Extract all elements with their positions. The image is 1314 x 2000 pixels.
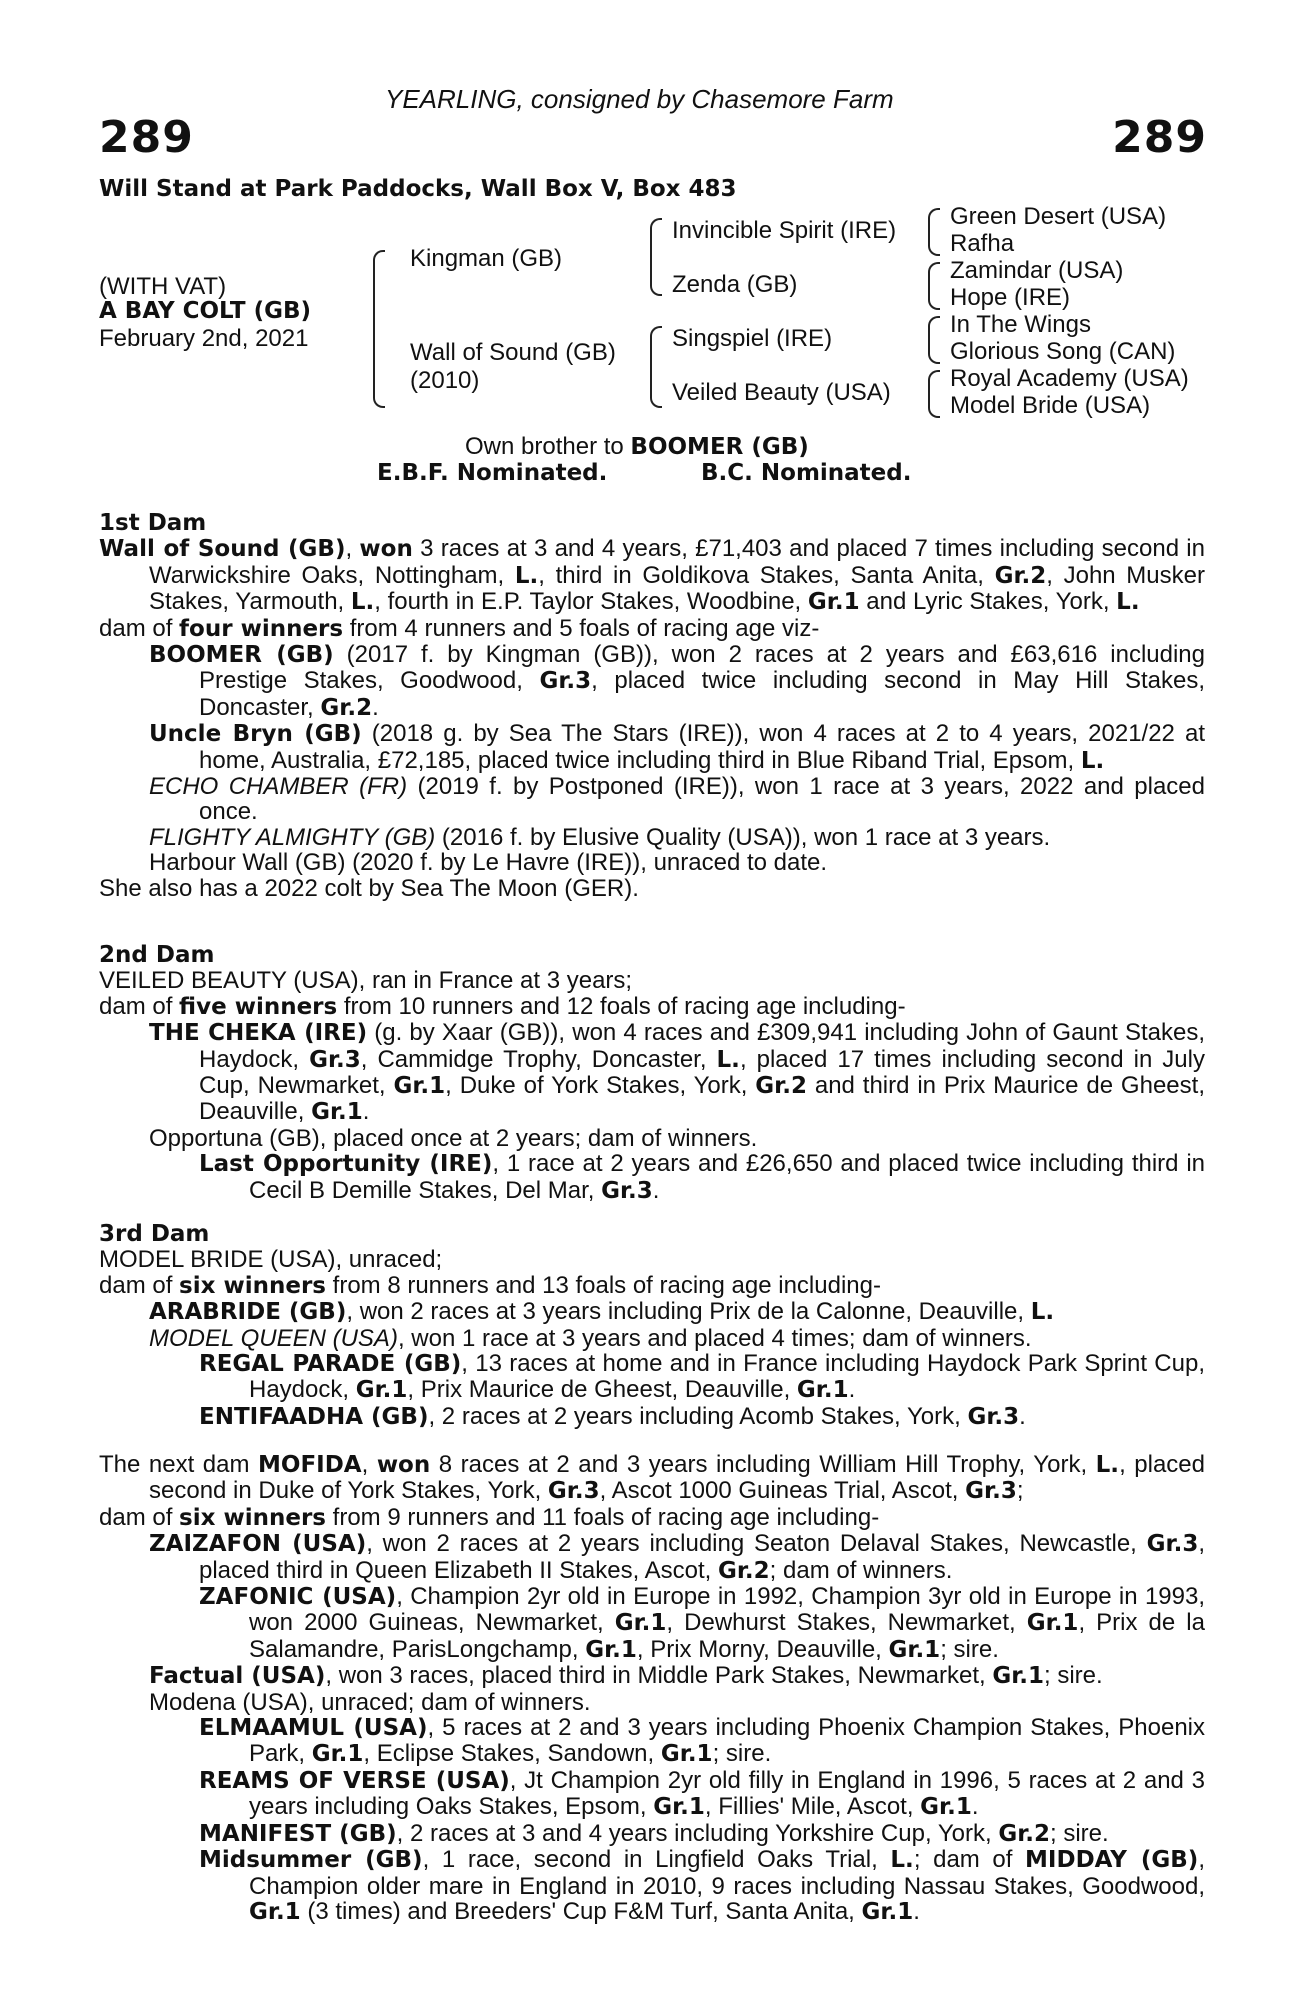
pedigree-brace-sire	[650, 218, 662, 296]
first-dam-name: Wall of Sound (GB)	[99, 536, 346, 563]
produce-model-queen: MODEL QUEEN (USA), won 1 race at 3 years and placed 4 times; dam of winners.	[149, 1324, 1032, 1352]
produce-regal-parade: REGAL PARADE (GB), 13 races at home and in France including Haydock Park Sprint Cup, Haydock, Gr.1, Prix Maurice de Gheest, Deauville, Gr.1.	[199, 1350, 1205, 1404]
pedigree-sire-sire: Invincible Spirit (IRE)	[672, 217, 897, 244]
pedigree-ssd: Rafha	[950, 230, 1015, 257]
produce-boomer: BOOMER (GB) (2017 f. by Kingman (GB)), won 2 races at 2 years and £63,616 including Prestige Stakes, Goodwood, Gr.3, placed twice including second in May Hill Stakes, Doncaster, Gr.2.	[149, 641, 1205, 721]
produce-midsummer: Midsummer (GB), 1 race, second in Lingfield Oaks Trial, L.; dam of MIDDAY (GB), Champion older mare in England in 2010, 9 races including Nassau Stakes, Goodwood, Gr.1 (3 times) and Breeders' Cup F&M Turf, Santa Anita, Gr.1.	[199, 1846, 1205, 1925]
produce-factual: Factual (USA), won 3 races, placed third in Middle Park Stakes, Newmarket, Gr.1; sire.	[149, 1662, 1103, 1690]
pedigree-dam-sire: Singspiel (IRE)	[672, 325, 833, 352]
pedigree-dss: In The Wings	[950, 311, 1091, 338]
pedigree-brace-3c	[928, 316, 940, 364]
next-dam-produce-summary: dam of six winners from 9 runners and 11 foals of racing age including-	[99, 1503, 880, 1531]
produce-reams-of-verse: REAMS OF VERSE (USA), Jt Champion 2yr old filly in England in 1996, 5 races at 2 and 3 years including Oaks Stakes, Epsom, Gr.1, Fillies' Mile, Ascot, Gr.1.	[199, 1766, 1205, 1821]
pedigree-sds: Zamindar (USA)	[950, 257, 1124, 284]
next-dam-section	[99, 1452, 1205, 1925]
produce-arabride: ARABRIDE (GB), won 2 races at 3 years including Prix de la Calonne, Deauville, L.	[149, 1298, 1055, 1326]
pedigree-brace-3a	[928, 208, 940, 256]
third-dam-record: MODEL BRIDE (USA), unraced;	[99, 1246, 443, 1274]
pedigree-dsd: Glorious Song (CAN)	[950, 338, 1176, 365]
pedigree-brace-3b	[928, 262, 940, 310]
pedigree-brace-dam	[650, 326, 662, 408]
produce-the-cheka: THE CHEKA (IRE) (g. by Xaar (GB)), won 4 races and £309,941 including John of Gaunt Stakes, Haydock, Gr.3, Cammidge Trophy, Doncaster, L., placed 17 times including second in July Cup, Newmarket, Gr.1, Duke of York Stakes, York, Gr.2 and third in Prix Maurice de Gheest, Deauville, Gr.1.	[149, 1019, 1206, 1126]
catalogue-subtitle: YEARLING, consigned by Chasemore Farm	[385, 84, 894, 114]
pedigree-dam: Wall of Sound (GB)	[410, 339, 616, 366]
pedigree-brace-3d	[928, 370, 940, 418]
third-dam-section	[99, 1222, 1205, 1430]
produce-opportuna: Opportuna (GB), placed once at 2 years; dam of winners.	[149, 1124, 758, 1152]
produce-elmaamul: ELMAAMUL (USA), 5 races at 2 and 3 years including Phoenix Champion Stakes, Phoenix Park, Gr.1, Eclipse Stakes, Sandown, Gr.1; sire.	[199, 1714, 1205, 1768]
second-dam-heading: 2nd Dam	[99, 942, 215, 968]
ebf-nominated: E.B.F. Nominated.	[377, 460, 608, 486]
horse-name: A BAY COLT (GB)	[99, 298, 312, 324]
pedigree-dam-dam: Veiled Beauty (USA)	[672, 379, 891, 406]
produce-last-opportunity: Last Opportunity (IRE), 1 race at 2 years and £26,650 and placed twice including third in Cecil B Demille Stakes, Del Mar, Gr.3.	[199, 1150, 1206, 1204]
produce-uncle-bryn: Uncle Bryn (GB) (2018 g. by Sea The Stars (IRE)), won 4 races at 2 to 4 years, 2021/22 at home, Australia, £72,185, placed twice including third in Blue Riband Trial, Epsom, L.	[149, 720, 1206, 774]
produce-zafonic: ZAFONIC (USA), Champion 2yr old in Europe in 1992, Champion 3yr old in Europe in 1993, won 2000 Guineas, Newmarket, Gr.1, Dewhurst Stakes, Newmarket, Gr.1, Prix de la Salamandre, ParisLongchamp, Gr.1, Prix Morny, Deauville, Gr.1; sire.	[199, 1583, 1206, 1663]
produce-entifaadha: ENTIFAADHA (GB), 2 races at 2 years including Acomb Stakes, York, Gr.3.	[199, 1402, 1026, 1430]
produce-modena: Modena (USA), unraced; dam of winners.	[149, 1688, 591, 1716]
pedigree-sdd: Hope (IRE)	[950, 284, 1071, 311]
pedigree-dds: Royal Academy (USA)	[950, 365, 1189, 392]
next-dam-record: The next dam MOFIDA, won 8 races at 2 and 3 years including William Hill Trophy, York, L., placed second in Duke of York Stakes, York, Gr.3, Ascot 1000 Guineas Trial, Ascot, Gr.3;	[99, 1451, 1205, 1505]
first-dam-produce-summary: dam of four winners from 4 runners and 5 foals of racing age viz-	[99, 614, 820, 642]
pedigree-ddd: Model Bride (USA)	[950, 392, 1151, 419]
own-brother-note	[465, 434, 809, 460]
second-dam-section	[99, 943, 1205, 1204]
first-dam-also: She also has a 2022 colt by Sea The Moon (GER).	[99, 874, 639, 902]
produce-harbour-wall: Harbour Wall (GB) (2020 f. by Le Havre (IRE)), unraced to date.	[149, 849, 828, 877]
first-dam-heading: 1st Dam	[99, 510, 207, 536]
produce-echo-chamber: ECHO CHAMBER (FR) (2019 f. by Postponed (IRE)), won 1 race at 3 years, 2022 and placed once.	[149, 773, 1205, 826]
bc-nominated: B.C. Nominated.	[701, 460, 912, 486]
produce-zaizafon: ZAIZAFON (USA), won 2 races at 2 years including Seaton Delaval Stakes, Newcastle, Gr.3, placed third in Queen Elizabeth II Stakes, Ascot, Gr.2; dam of winners.	[149, 1530, 1205, 1584]
third-dam-produce-summary: dam of six winners from 8 runners and 13 foals of racing age including-	[99, 1271, 881, 1299]
lot-number-right: 289	[1112, 112, 1207, 163]
own-brother-name: BOOMER (GB)	[630, 434, 809, 460]
produce-manifest: MANIFEST (GB), 2 races at 3 and 4 years including Yorkshire Cup, York, Gr.2; sire.	[199, 1819, 1109, 1847]
vat-note: (WITH VAT)	[99, 273, 227, 300]
first-dam-section	[99, 511, 1205, 901]
lot-number-left: 289	[99, 112, 194, 163]
pedigree-dam-year: (2010)	[410, 367, 480, 394]
foaling-date: February 2nd, 2021	[99, 325, 309, 352]
third-dam-heading: 3rd Dam	[99, 1221, 210, 1247]
stand-location: Will Stand at Park Paddocks, Wall Box V, Box 483	[99, 176, 737, 202]
pedigree-brace-main	[373, 250, 385, 408]
first-dam-record: Wall of Sound (GB), won 3 races at 3 and 4 years, £71,403 and placed 7 times including second in Warwickshire Oaks, Nottingham, L., third in Goldikova Stakes, Santa Anita, Gr.2, John Musker Stakes, Yarmouth, L., fourth in E.P. Taylor Stakes, Woodbine, Gr.1 and Lyric Stakes, York, L.	[99, 535, 1205, 616]
second-dam-record: VEILED BEAUTY (USA), ran in France at 3 years;	[99, 967, 633, 995]
pedigree-sire-dam: Zenda (GB)	[672, 271, 798, 298]
second-dam-produce-summary: dam of five winners from 10 runners and 12 foals of racing age including-	[99, 992, 906, 1020]
pedigree-sire: Kingman (GB)	[410, 245, 563, 272]
pedigree-sss: Green Desert (USA)	[950, 203, 1167, 230]
produce-flighty-almighty: FLIGHTY ALMIGHTY (GB) (2016 f. by Elusive Quality (USA)), won 1 race at 3 years.	[149, 823, 1051, 851]
own-brother-prefix: Own brother to	[465, 433, 631, 460]
